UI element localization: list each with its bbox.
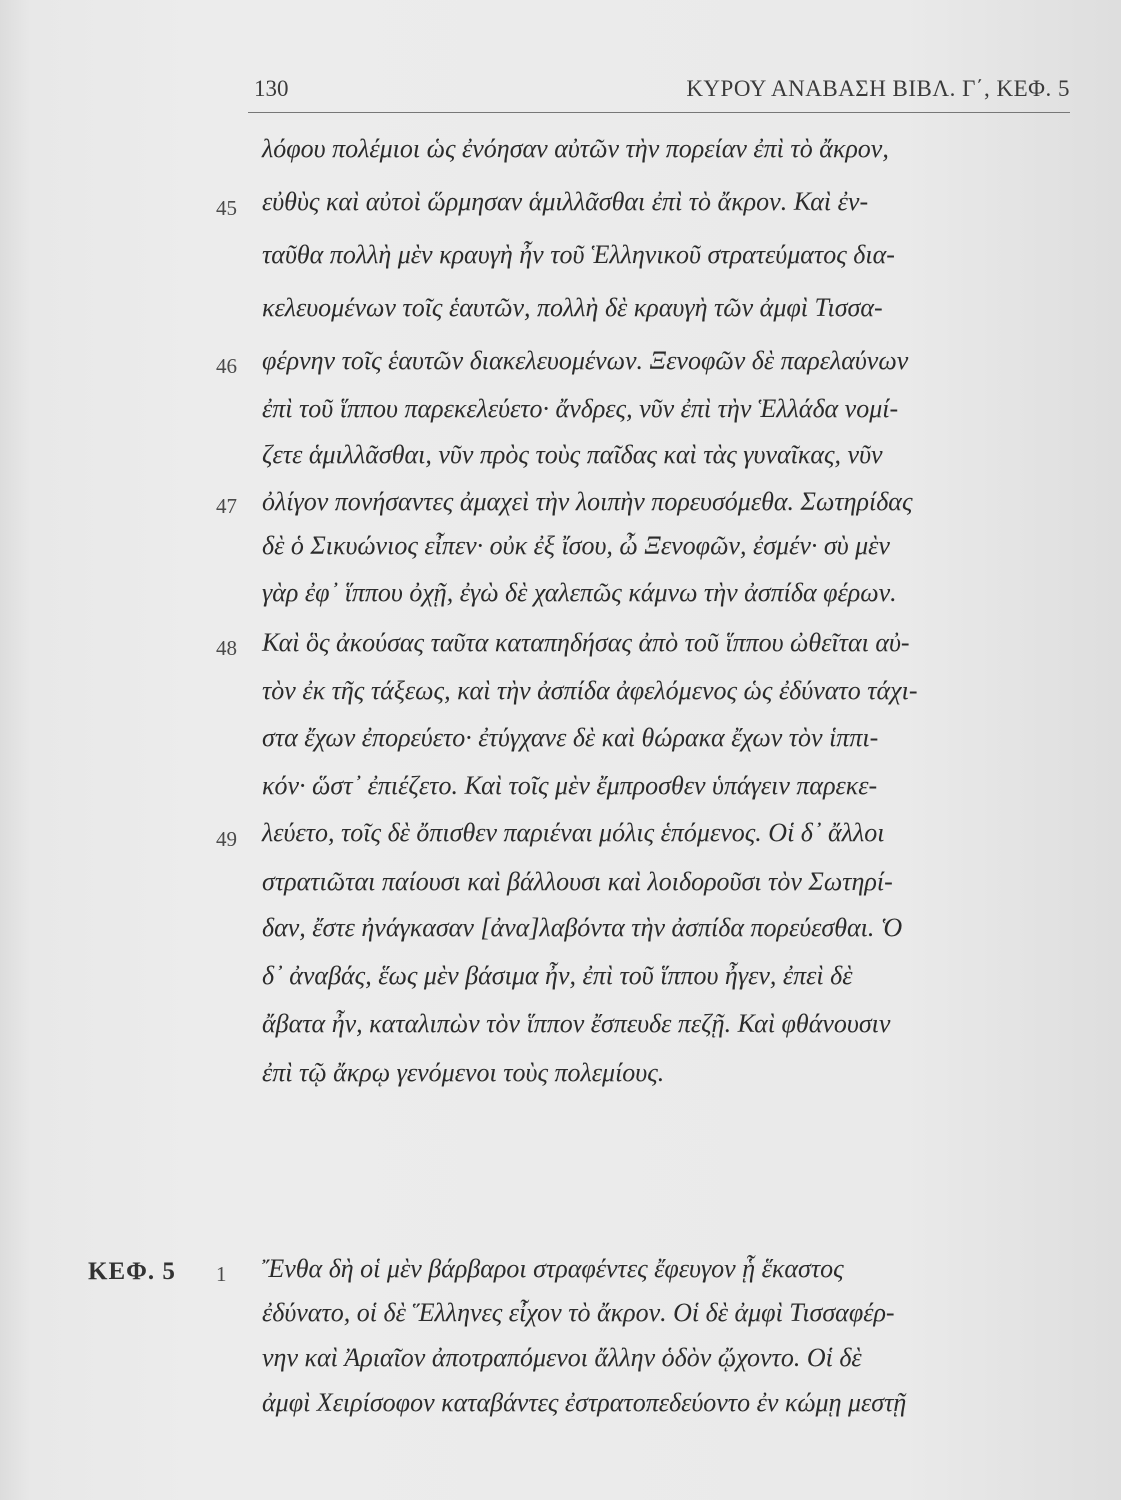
line-number: 48 [216, 636, 237, 660]
text-line: εὐθὺς καὶ αὐτοὶ ὥρμησαν ἁμιλλᾶσθαι ἐπὶ τὸ ἄκρον. Καὶ ἐν- [262, 187, 869, 216]
text-line: Καὶ ὃς ἀκούσας ταῦτα καταπηδήσας ἀπὸ τοῦ ἵππου ὠθεῖται αὐ- [262, 628, 910, 657]
line-number: 45 [216, 196, 237, 220]
text-line: κελευομένων τοῖς ἑαυτῶν, πολλὴ δὲ κραυγὴ τῶν ἀμφὶ Τισσα- [262, 293, 883, 322]
text-line: στρατιῶται παίουσι καὶ βάλλουσι καὶ λοιδοροῦσι τὸν Σωτηρί- [262, 867, 893, 896]
text-line: νην καὶ Ἀριαῖον ἀποτραπόμενοι ἄλλην ὁδὸν ᾤχοντο. Οἱ δὲ [262, 1343, 862, 1372]
text-line: ἐπὶ τῷ ἄκρῳ γενόμενοι τοὺς πολεμίους. [262, 1058, 665, 1087]
text-line: τὸν ἐκ τῆς τάξεως, καὶ τὴν ἀσπίδα ἀφελόμενος ὡς ἐδύνατο τάχι- [262, 676, 918, 705]
text-line: ταῦθα πολλὴ μὲν κραυγὴ ἦν τοῦ Ἑλληνικοῦ στρατεύματος δια- [262, 240, 895, 269]
chapter-label: ΚΕΦ. 5 [88, 1258, 176, 1285]
text-line: δὲ ὁ Σικυώνιος εἶπεν· οὐκ ἐξ ἴσου, ὦ Ξενοφῶν, ἐσμέν· σὺ μὲν [262, 531, 890, 560]
text-line: λόφου πολέμιοι ὡς ἐνόησαν αὐτῶν τὴν πορείαν ἐπὶ τὸ ἄκρον, [262, 134, 889, 163]
text-line: ἐπὶ τοῦ ἵππου παρεκελεύετο· ἄνδρες, νῦν ἐπὶ τὴν Ἑλλάδα νομί- [262, 394, 899, 423]
running-title: ΚΥΡΟΥ ΑΝΑΒΑΣΗ ΒΙΒΛ. Γ΄, ΚΕΦ. 5 [686, 76, 1070, 101]
text-line: Ἔνθα δὴ οἱ μὲν βάρβαροι στραφέντες ἔφευγον ᾗ ἕκαστος [262, 1254, 844, 1283]
text-line: γὰρ ἐφ᾽ ἵππου ὀχῇ, ἐγὼ δὲ χαλεπῶς κάμνω τὴν ἀσπίδα φέρων. [262, 578, 897, 607]
text-line: δαν, ἔστε ἠνάγκασαν [ἀνα]λαβόντα τὴν ἀσπίδα πορεύεσθαι. Ὁ [262, 913, 903, 942]
text-line: ἄβατα ἦν, καταλιπὼν τὸν ἵππον ἔσπευδε πεζῇ. Καὶ φθάνουσιν [262, 1009, 891, 1038]
text-line: δ᾽ ἀναβάς, ἕως μὲν βάσιμα ἦν, ἐπὶ τοῦ ἵππου ἦγεν, ἐπεὶ δὲ [262, 961, 853, 990]
line-number: 49 [216, 827, 237, 851]
line-number: 47 [216, 494, 237, 518]
page-number: 130 [254, 76, 289, 101]
text-line: ζετε ἁμιλλᾶσθαι, νῦν πρὸς τοὺς παῖδας καὶ τὰς γυναῖκας, νῦν [262, 440, 883, 469]
text-line: ὀλίγον πονήσαντες ἀμαχεὶ τὴν λοιπὴν πορευσόμεθα. Σωτηρίδας [262, 487, 913, 516]
header-rule [248, 112, 1070, 113]
text-line: στα ἔχων ἐπορεύετο· ἐτύγχανε δὲ καὶ θώρακα ἔχων τὸν ἱππι- [262, 723, 879, 752]
running-head [248, 72, 1070, 106]
line-number: 1 [216, 1262, 227, 1286]
text-line: ἐδύνατο, οἱ δὲ Ἕλληνες εἶχον τὸ ἄκρον. Οἱ δὲ ἀμφὶ Τισσαφέρ- [262, 1298, 895, 1327]
text-line: φέρνην τοῖς ἑαυτῶν διακελευομένων. Ξενοφῶν δὲ παρελαύνων [262, 346, 909, 375]
text-line: λεύετο, τοῖς δὲ ὄπισθεν παριέναι μόλις ἑπόμενος. Οἱ δ᾽ ἄλλοι [262, 818, 885, 847]
text-line: κόν· ὥστ᾽ ἐπιέζετο. Καὶ τοῖς μὲν ἔμπροσθεν ὑπάγειν παρεκε- [262, 771, 878, 800]
line-number: 46 [216, 354, 237, 378]
text-line: ἀμφὶ Χειρίσοφον καταβάντες ἐστρατοπεδεύοντο ἐν κώμῃ μεστῇ [262, 1388, 907, 1417]
